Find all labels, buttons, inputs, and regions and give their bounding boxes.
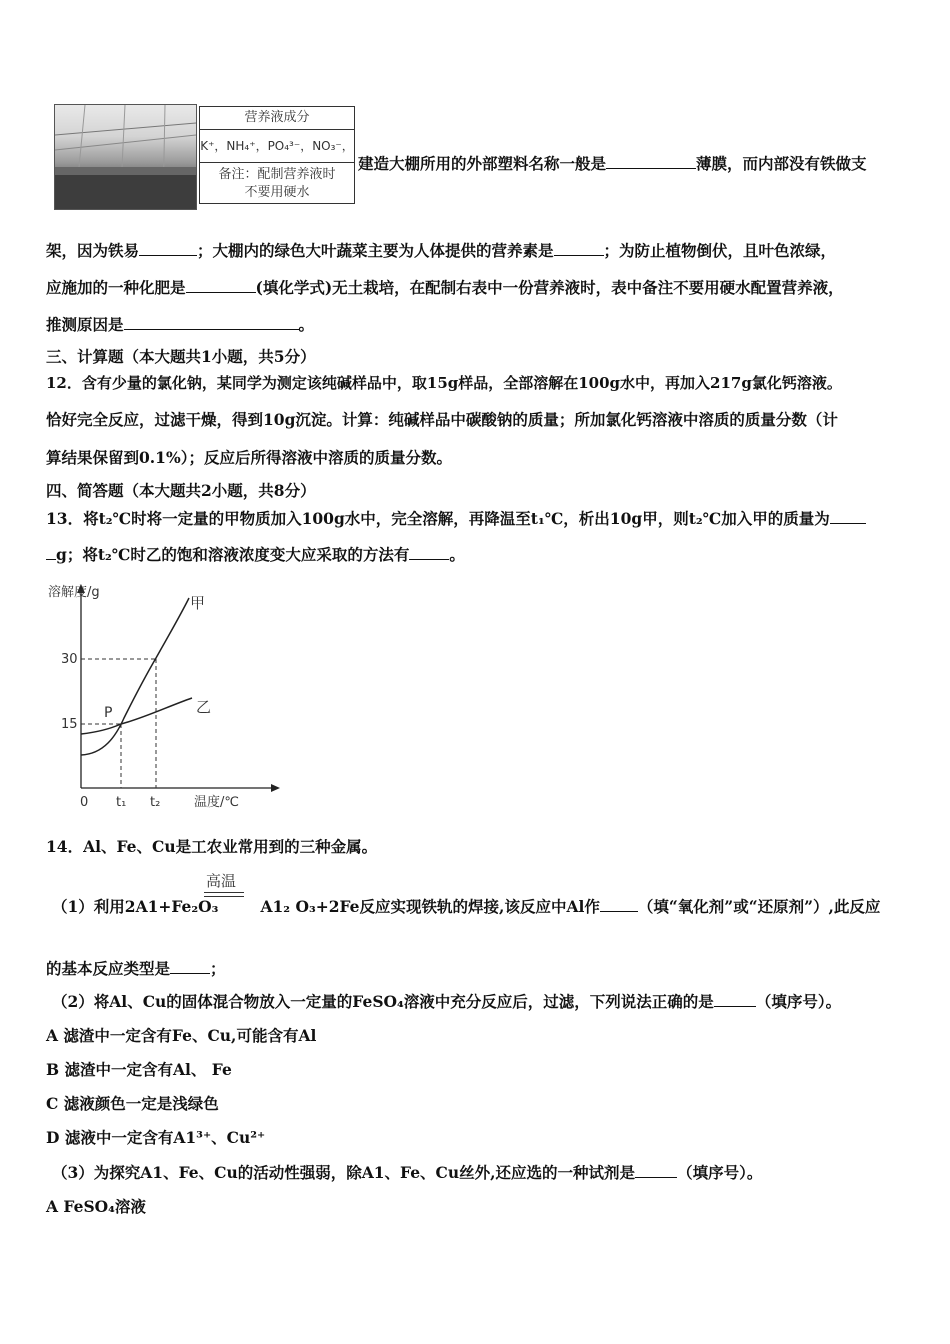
answer-blank[interactable] — [714, 990, 756, 1007]
y-axis-label: 溶解度/g — [48, 585, 100, 600]
q14-part1-line1 — [52, 895, 880, 918]
x-axis-label: 温度/℃ — [194, 795, 239, 810]
answer-blank[interactable] — [554, 239, 604, 256]
option-d: D 滤液中一定含有A1³⁺、Cu²⁺ — [46, 1128, 266, 1147]
answer-blank[interactable] — [139, 239, 197, 256]
q14-text: （2）将Al、Cu的固体混合物放入一定量的FeSO₄溶液中充分反应后，过滤，下列说法正确的是 — [52, 992, 714, 1011]
tick-30: 30 — [61, 652, 78, 667]
q14-text: （填序号）。 — [677, 1163, 763, 1182]
q12-line1: 12．含有少量的氯化钠，某同学为测定该纯碱样品中，取15g样品，全部溶解在100g水中，再加入217g氯化钙溶液。 — [46, 374, 842, 392]
q11-text: ；大棚内的绿色大叶蔬菜主要为人体提供的营养素是 — [197, 241, 554, 260]
answer-blank[interactable] — [124, 313, 299, 330]
q13-line1 — [46, 507, 866, 530]
label-jia: 甲 — [190, 594, 206, 612]
q11-text: 薄膜，而内部没有铁做支 — [696, 154, 867, 173]
q14-text: （填序号）。 — [755, 992, 842, 1011]
q13-line2 — [46, 543, 465, 566]
q14-part2 — [52, 990, 841, 1013]
q14-text: 的基本反应类型是 — [46, 959, 171, 978]
q13-text: g；将t₂℃时乙的饱和溶液浓度变大应采取的方法有 — [56, 545, 410, 564]
q11-text: 架，因为铁易 — [46, 241, 140, 260]
answer-blank[interactable] — [600, 895, 638, 912]
option-a3: A FeSO₄溶液 — [46, 1197, 146, 1216]
q11-text: 建造大棚所用的外部塑料名称一般是 — [358, 154, 607, 173]
q11-line1 — [358, 152, 867, 175]
tick-t1: t₁ — [116, 795, 127, 810]
tick-15: 15 — [61, 717, 78, 732]
nutrient-table-note2: 不要用硬水 — [244, 185, 310, 200]
curve-yi — [81, 698, 192, 734]
answer-blank[interactable] — [635, 1161, 677, 1178]
greenhouse-illustration — [55, 105, 196, 209]
q11-text: 应施加的一种化肥是 — [46, 278, 186, 297]
answer-blank[interactable] — [606, 152, 696, 169]
point-p: P — [104, 705, 113, 721]
nutrient-table-note1: 备注：配制营养液时 — [218, 167, 336, 182]
q14-text: （填“氧化剂”或“还原剂”）,此反应 — [637, 897, 881, 916]
solubility-graph — [44, 578, 294, 818]
q14-text: （3）为探究A1、Fe、Cu的活动性强弱，除A1、Fe、Cu丝外,还应选的一种试剂是 — [52, 1163, 636, 1182]
q14-text: （1）利用2A1+Fe₂O₃ — [52, 897, 219, 916]
q12-line3: 算结果保留到0.1%）；反应后所得溶液中溶质的质量分数。 — [46, 448, 452, 467]
q11-line2 — [46, 239, 836, 262]
option-a: A 滤渣中一定含有Fe、Cu,可能含有Al — [46, 1026, 317, 1045]
q11-line3 — [46, 276, 844, 299]
q14-intro: 14．Al、Fe、Cu是工农业常用到的三种金属。 — [46, 837, 378, 856]
q11-text: ；为防止植物倒伏，且叶色浓绿， — [603, 241, 837, 260]
answer-blank[interactable] — [46, 543, 56, 560]
label-yi: 乙 — [196, 698, 212, 716]
answer-blank[interactable] — [186, 276, 256, 293]
nutrient-table-title: 营养液成分 — [200, 107, 354, 130]
q11-line4 — [46, 313, 314, 336]
answer-blank[interactable] — [830, 507, 866, 524]
q14-part1-line2 — [46, 957, 226, 980]
answer-blank[interactable] — [170, 957, 210, 974]
q14-text: A1₂ O₃+2Fe反应实现铁轨的焊接,该反应中Al作 — [260, 897, 600, 916]
greenhouse-photo — [54, 104, 197, 210]
tick-t2: t₂ — [150, 795, 161, 810]
x-axis-arrow — [271, 784, 280, 792]
reaction-condition: 高温 — [206, 872, 237, 890]
section4-heading: 四、简答题（本大题共2小题，共8分） — [46, 481, 316, 500]
q11-text: (填化学式)无土栽培，在配制右表中一份营养液时，表中备注不要用硬水配置营养液， — [255, 278, 844, 297]
q13-text: 13．将t₂℃时将一定量的甲物质加入100g水中，完全溶解，再降温至t₁℃，析出10g甲，则t₂℃加入甲的质量为 — [46, 509, 830, 528]
q12-line2: 恰好完全反应，过滤干燥，得到10g沉淀。计算：纯碱样品中碳酸钠的质量；所加氯化钙溶液中溶质的质量分数（计 — [46, 410, 838, 429]
nutrient-table — [199, 106, 355, 204]
q14-text: ； — [210, 959, 226, 978]
tick-0: 0 — [80, 795, 89, 810]
q14-part3 — [52, 1161, 762, 1184]
q13-text: 。 — [449, 545, 465, 564]
nutrient-table-ions: K⁺，NH₄⁺，PO₄³⁻，NO₃⁻， — [200, 130, 354, 163]
q11-text: 。 — [298, 315, 315, 334]
option-c: C 滤液颜色一定是浅绿色 — [46, 1094, 219, 1113]
option-b: B 滤渣中一定含有Al、 Fe — [46, 1060, 232, 1079]
answer-blank[interactable] — [409, 543, 449, 560]
q11-text: 推测原因是 — [46, 315, 124, 334]
section3-heading: 三、计算题（本大题共1小题，共5分） — [46, 347, 316, 366]
